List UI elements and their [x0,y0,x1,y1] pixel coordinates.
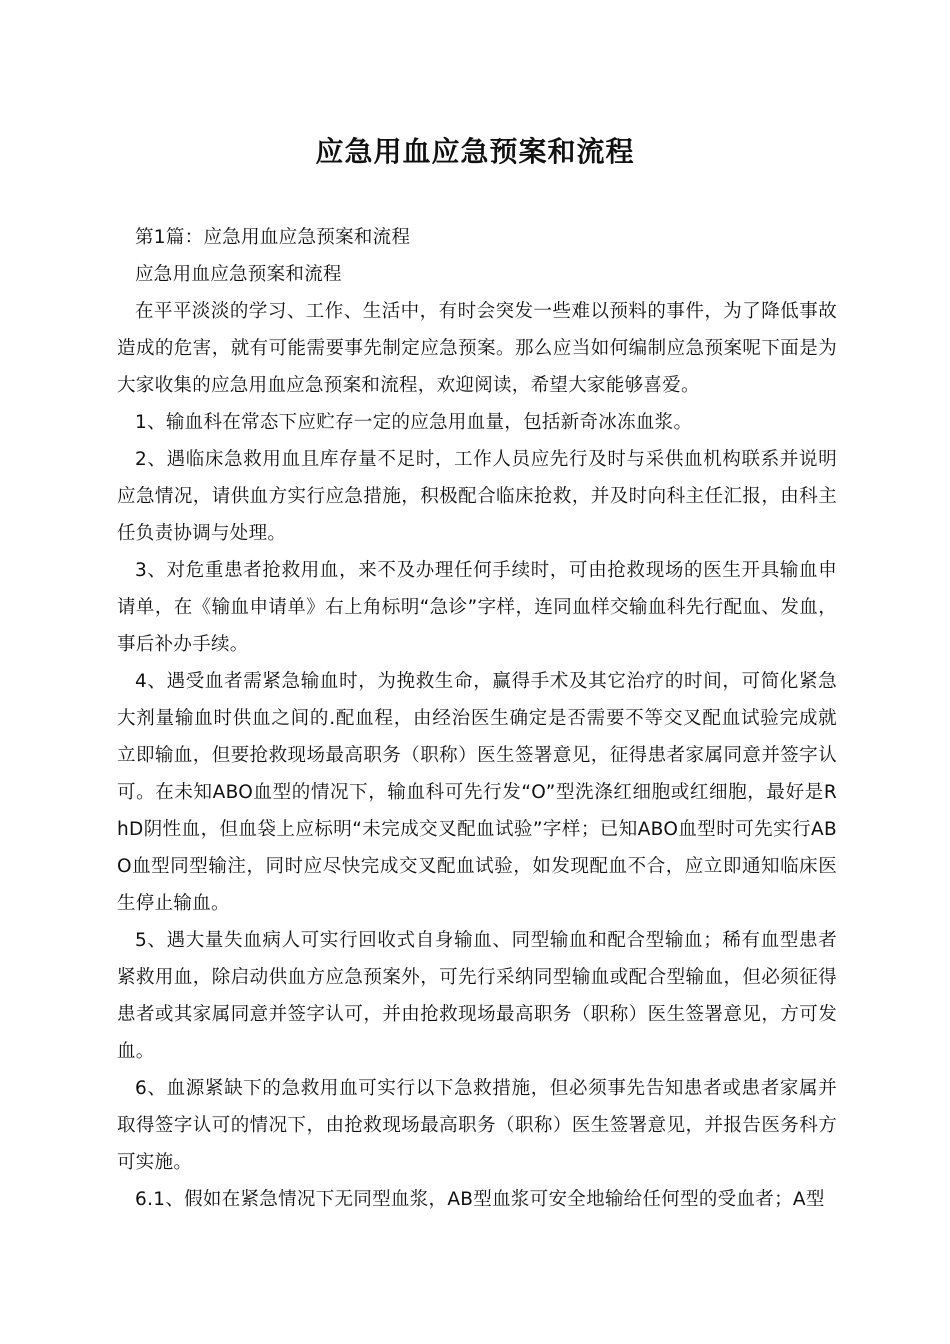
document-title: 应急用血应急预案和流程 [315,135,635,168]
paragraph-item-4: 4、遇受血者需紧急输血时，为挽救生命，赢得手术及其它治疗的时间，可简化紧急大剂量输血时供血之间的.配血程，由经治医生确定是否需要不等交叉配血试验完成就立即输血，但要抢救现场最高职务（职称）医生签署意见，征得患者家属同意并签字认可。在未知ABO血型的情况下，输血科可先行发“O”型洗涤红细胞或红细胞，最好是RhD阴性血，但血袋上应标明“未完成交叉配血试验”字样；已知ABO血型时可先实行ABO血型同型输注，同时应尽快完成交叉配血试验，如发现配血不合，应立即通知临床医生停止输血。 [117,671,837,914]
paragraph-item-3: 3、对危重患者抢救用血，来不及办理任何手续时，可由抢救现场的医生开具输血申请单，在《输血申请单》右上角标明“急诊”字样，连同血样交输血科先行配血、发血，事后补办手续。 [117,560,837,655]
paragraph-item-6-1: 6.1、假如在紧急情况下无同型血浆，AB型血浆可安全地输给任何型的受血者；A型 [135,1189,825,1210]
paragraph-section-heading: 第1篇：应急用血应急预案和流程 [135,227,411,248]
paragraph-subtitle: 应急用血应急预案和流程 [135,264,342,285]
paragraph-item-6: 6、血源紧缺下的急救用血可实行以下急救措施，但必须事先告知患者或患者家属并取得签字认可的情况下，由抢救现场最高职务（职称）医生签署意见，并报告医务科方可实施。 [117,1078,837,1173]
paragraph-item-2: 2、遇临床急救用血且库存量不足时，工作人员应先行及时与采供血机构联系并说明应急情况，请供血方实行应急措施，积极配合临床抢救，并及时向科主任汇报，由科主任负责协调与处理。 [117,449,837,544]
paragraph-item-5: 5、遇大量失血病人可实行回收式自身输血、同型输血和配合型输血；稀有血型患者紧救用血，除启动供血方应急预案外，可先行采纳同型输血或配合型输血，但必须征得患者或其家属同意并签字认可，并由抢救现场最高职务（职称）医生签署意见，方可发血。 [117,930,837,1062]
paragraph-intro: 在平平淡淡的学习、工作、生活中，有时会突发一些难以预料的事件，为了降低事故造成的危害，就有可能需要事先制定应急预案。那么应当如何编制应急预案呢下面是为大家收集的应急用血应急预案和流程，欢迎阅读，希望大家能够喜爱。 [117,301,837,396]
document-body [117,219,837,1218]
paragraph-item-1: 1、输血科在常态下应贮存一定的应急用血量，包括新奇冰冻血浆。 [135,412,693,433]
